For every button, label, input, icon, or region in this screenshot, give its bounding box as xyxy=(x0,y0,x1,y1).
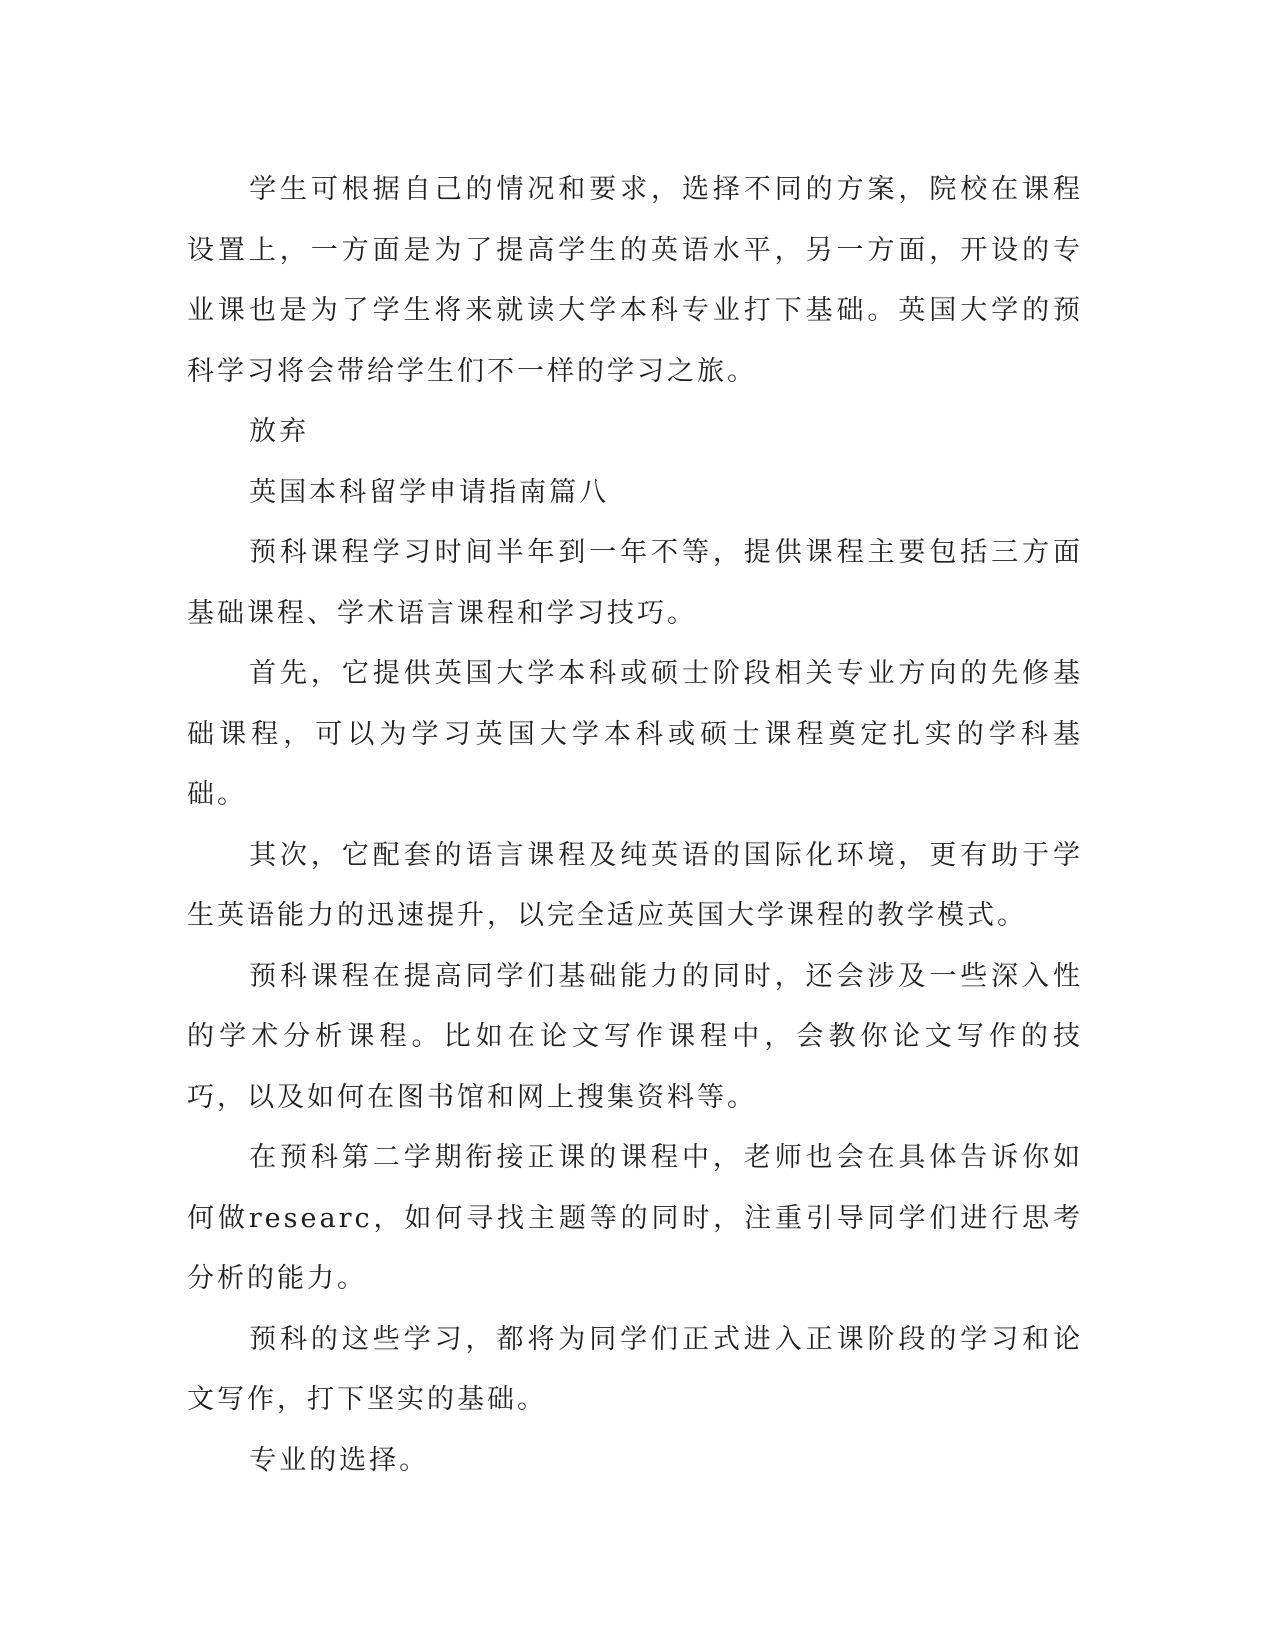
paragraph-abandon: 放弃 xyxy=(249,416,310,447)
paragraph-first: 首先，它提供英国大学本科或硕士阶段相关专业方向的先修基础课程，可以为学习英国大学本科或硕士课程奠定扎实的学科基础。 xyxy=(187,658,1083,810)
document-body xyxy=(187,160,1083,1491)
paragraph-major-choice: 专业的选择。 xyxy=(249,1444,430,1476)
paragraph-second: 其次，它配套的语言课程及纯英语的国际化环境，更有助于学生英语能力的迅速提升，以完全适应英国大学课程的教学模式。 xyxy=(187,839,1083,931)
paragraph-second-semester: 在预科第二学期衔接正课的课程中，老师也会在具体告诉你如何做researc，如何寻找主题等的同时，注重引导同学们进行思考分析的能力。 xyxy=(187,1142,1083,1294)
section-heading: 英国本科留学申请指南篇八 xyxy=(249,476,610,508)
paragraph-academic-analysis: 预科课程在提高同学们基础能力的同时，还会涉及一些深入性的学术分析课程。比如在论文写作课程中，会教你论文写作的技巧，以及如何在图书馆和网上搜集资料等。 xyxy=(187,960,1083,1113)
paragraph-foundation: 预科的这些学习，都将为同学们正式进入正课阶段的学习和论文写作，打下坚实的基础。 xyxy=(187,1323,1083,1415)
paragraph-course-duration: 预科课程学习时间半年到一年不等，提供课程主要包括三方面基础课程、学术语言课程和学习技巧。 xyxy=(187,537,1083,629)
paragraph-program-choice: 学生可根据自己的情况和要求，选择不同的方案，院校在课程设置上，一方面是为了提高学生的英语水平，另一方面，开设的专业课也是为了学生将来就读大学本科专业打下基础。英国大学的预科学习将会带给学生们不一样的学习之旅。 xyxy=(187,174,1083,387)
